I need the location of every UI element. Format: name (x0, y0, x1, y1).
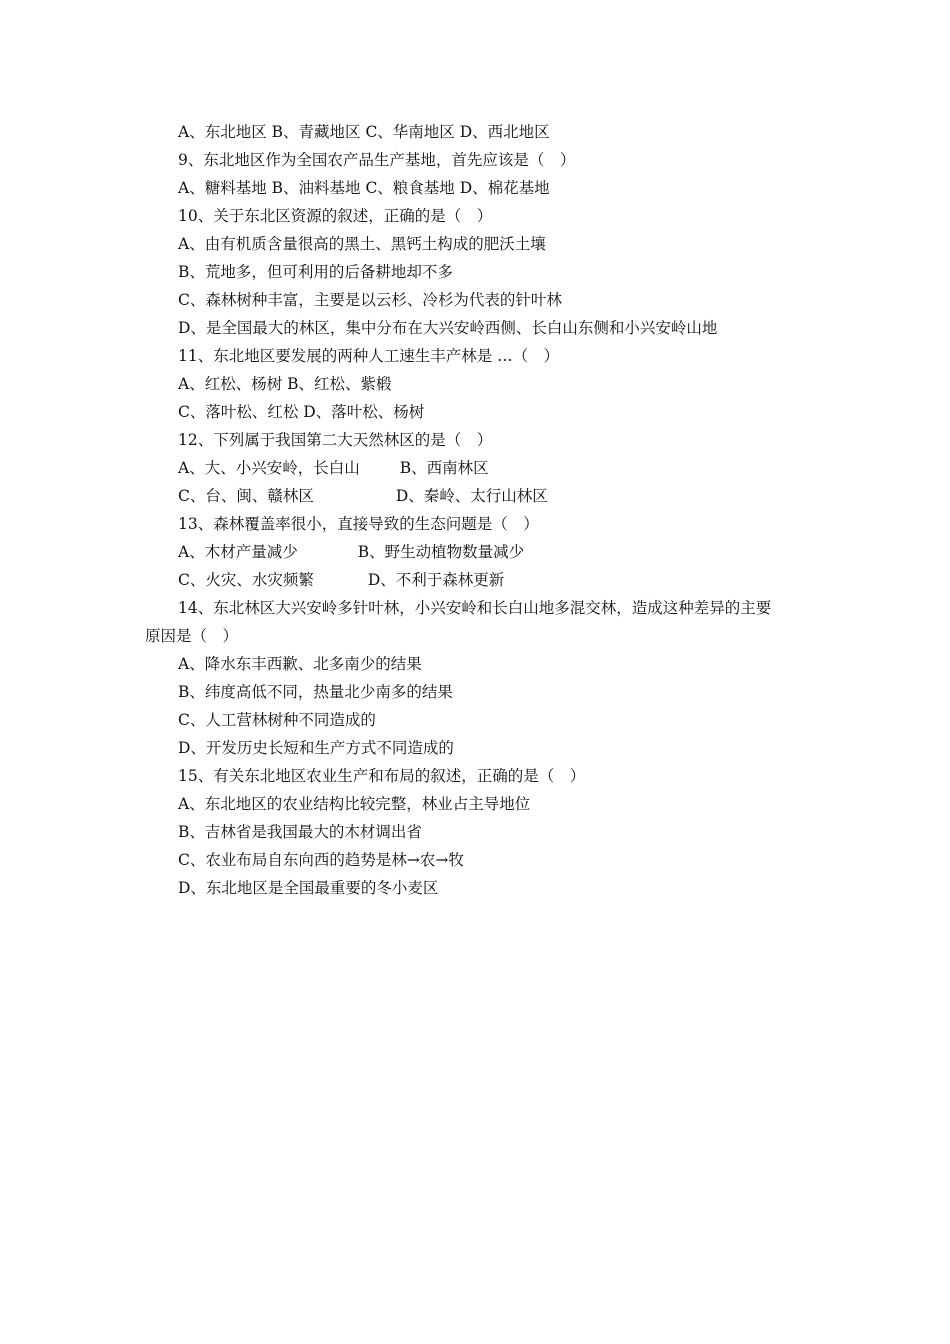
option-12b: B、西南林区 (399, 459, 489, 477)
options-12cd (145, 482, 815, 510)
option-10c: C、森林树种丰富，主要是以云杉、冷杉为代表的针叶林 (178, 291, 562, 309)
question-list (145, 118, 815, 902)
option-15c: C、农业布局自东向西的趋势是林→农→牧 (178, 851, 464, 869)
option-14a: A、降水东丰西歉、北多南少的结果 (178, 655, 422, 673)
options-13cd (145, 566, 815, 594)
option-14d: D、开发历史长短和生产方式不同造成的 (178, 739, 454, 757)
option-13a: A、木材产量减少 (178, 543, 298, 561)
options-12ab (145, 454, 815, 482)
option-10d: D、是全国最大的林区，集中分布在大兴安岭西侧、长白山东侧和小兴安岭山地 (178, 319, 718, 337)
option-15b: B、吉林省是我国最大的木材调出省 (178, 823, 422, 841)
question-13: 13、森林覆盖率很小，直接导致的生态问题是（ ） (178, 515, 539, 533)
option-12c: C、台、闽、赣林区 (178, 487, 314, 505)
option-10b: B、荒地多，但可利用的后备耕地却不多 (178, 263, 453, 281)
options-q8: A、东北地区 B、青藏地区 C、华南地区 D、西北地区 (178, 123, 550, 141)
question-15: 15、有关东北地区农业生产和布局的叙述，正确的是（ ） (178, 767, 586, 785)
options-q9: A、糖料基地 B、油料基地 C、粮食基地 D、棉花基地 (178, 179, 550, 197)
question-9: 9、东北地区作为全国农产品生产基地，首先应该是（ ） (178, 151, 576, 169)
option-14b: B、纬度高低不同，热量北少南多的结果 (178, 683, 453, 701)
options-11ab: A、红松、杨树 B、红松、紫椴 (178, 375, 392, 393)
options-13ab (145, 538, 815, 566)
option-12d: D、秦岭、太行山林区 (395, 487, 548, 505)
option-13b: B、野生动植物数量减少 (357, 543, 525, 561)
options-11cd: C、落叶松、红松 D、落叶松、杨树 (178, 403, 425, 421)
option-13d: D、不利于森林更新 (367, 571, 505, 589)
option-13c: C、火灾、水灾频繁 (178, 571, 314, 589)
option-15d: D、东北地区是全国最重要的冬小麦区 (178, 879, 439, 897)
question-14-line1: 14、东北林区大兴安岭多针叶林，小兴安岭和长白山地多混交林，造成这种差异的主要 (178, 599, 772, 617)
question-12: 12、下列属于我国第二大天然林区的是（ ） (178, 431, 493, 449)
option-10a: A、由有机质含量很高的黑土、黑钙土构成的肥沃土壤 (178, 235, 546, 253)
option-15a: A、东北地区的农业结构比较完整，林业占主导地位 (178, 795, 531, 813)
question-14-line2: 原因是（ ） (145, 627, 239, 645)
question-11: 11、东北地区要发展的两种人工速生丰产林是 …（ ） (178, 347, 560, 365)
question-10: 10、关于东北区资源的叙述，正确的是（ ） (178, 207, 493, 225)
option-12a: A、大、小兴安岭，长白山 (178, 459, 360, 477)
option-14c: C、人工营林树种不同造成的 (178, 711, 376, 729)
